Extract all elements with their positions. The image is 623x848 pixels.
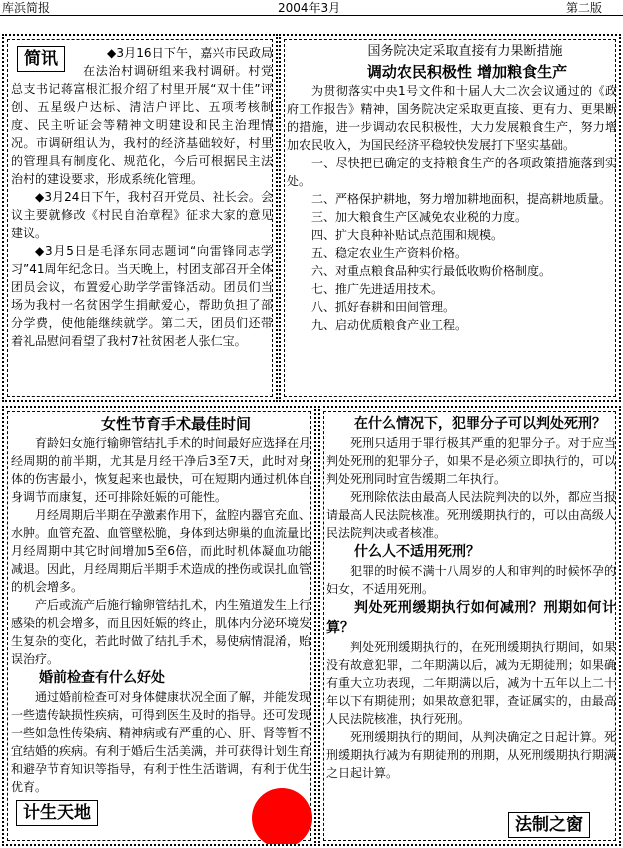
grain-measure: 一、尽快把已确定的支持粮食生产的各项政策措施落到实处。 [287,156,617,188]
header-page-number: 第二版 [566,1,603,15]
grain-policy-body [287,42,617,398]
brief-item-1: ◆3月16日下午，嘉兴市民政局在法治村调研组来我村调研。村党总支书记蒋富根汇报介绍了村里开展“双十佳”评创、五星级户达标、清洁户评比、五项考核制度、民主听证会等精神文明建设和民主治理情况。市调研组认为，我村的经济基础较好，村里的管理具有制度化、规范化，今后可根据民主法治村的建设要求，形成系统化管理。 [11,46,273,186]
grain-measure: 八、抓好春耕和田间管理。 [311,300,456,314]
family-headline-2: 婚前检查有什么好处 [39,670,165,686]
grain-measure: 七、推广先进适用技术。 [311,282,444,296]
red-circle-mark [252,788,312,846]
law-question-2: 什么人不适用死刑？ [354,544,480,560]
family-planning-body [11,414,311,842]
header-rule [0,15,623,16]
family-planning-box [2,406,316,846]
header-newsletter-name: 库浜简报 [2,1,51,15]
family-para: 育龄妇女施行输卵管结扎手术的时间最好应选择在月经周期的前半期，尤其是月经干净后3至7天，此时对身体的伤害最小，恢复起来也最快，可在短期内通过机体自身调节而康复，还可排除妊娠的可能性。 [11,436,311,504]
family-planning-tag: 计生天地 [16,800,98,826]
grain-intro: 为贯彻落实中央1号文件和十届人大二次会议通过的《政府工作报告》精神，国务院决定采取更直接、更有力、更果断的措施，进一步调动农民积极性，大力发展粮食生产，努力增加农民收入，为国民经济平稳较快发展打下坚实基础。 [287,84,617,152]
family-para: 产后或流产后施行输卵管结扎术，内生殖道发生上行感染的机会增多，而且因妊娠的终止，肌体内分泌环境发生复杂的变化，若此时做了结扎手术，易使病情混淆，贻误治疗。 [11,598,311,666]
family-headline: 女性节育手术最佳时间 [100,415,251,433]
law-answer-1: 死刑除依法由最高人民法院判决的以外，都应当报请最高人民法院核准。死刑缓期执行的，可以由高级人民法院判决或者核准。 [326,490,616,540]
grain-measure: 九、启动优质粮食产业工程。 [311,318,468,332]
brief-news-tag: 简讯 [17,46,65,72]
header-date: 2004年3月 [278,1,341,15]
grain-measure: 六、对重点粮食品种实行最低收购价格制度。 [311,264,552,278]
law-window-tag: 法制之窗 [508,812,590,838]
brief-item-2: ◆3月24日下午，我村召开党员、社长会。会议主要就修改《村民自治章程》征求大家的意见建议。 [11,190,273,240]
grain-measure: 二、严格保护耕地，努力增加耕地面积，提高耕地质量。 [311,192,612,206]
page-header [0,0,623,18]
tag-spacer [11,44,83,78]
brief-news-box [2,34,278,402]
family-para-2: 通过婚前检查可对身体健康状况全面了解，并能发现一些遗传缺损性疾病，可得到医生及时的指导。还可发现一些如急性传染病、精神病或有严重的心、肝、肾等暂不宜结婚的疾病。有利于婚后生活美满，并可获得计划生育和避孕节育知识等指导，有利于性生活谐调，有利于优生优育。 [11,690,311,794]
law-question-1: 在什么情况下，犯罪分子可以判处死刑？ [354,416,606,432]
law-answer-1: 死刑只适用于罪行极其严重的犯罪分子。对于应当判处死刑的犯罪分子，如果不是必须立即执行的，可以判处死刑同时宣告缓期二年执行。 [326,436,616,486]
law-window-body [326,414,616,842]
grain-measure: 五、稳定农业生产资料价格。 [311,246,468,260]
law-window-box [318,406,621,846]
grain-measure: 三、加大粮食生产区减免农业税的力度。 [311,210,528,224]
law-answer-3: 判处死刑缓期执行的，在死刑缓期执行期间，如果没有故意犯罪，二年期满以后，减为无期徒刑；如果确有重大立功表现，二年期满以后，减为十五年以上二十年以下有期徒刑；如果故意犯罪，查证属实的，由最高人民法院核准，执行死刑。 [326,640,616,726]
brief-news-body [11,44,273,398]
brief-item-3: ◆3月5日是毛泽东同志题词“向雷锋同志学习”41周年纪念日。当天晚上，村团支部召开全体团员会议，布置爱心助学学雷锋活动。团员们当场为我村一名贫困学生捐献爱心，帮助负担了部分学费，使他能继续就学。第二天，团员们还带着礼品慰问看望了我村7社贫困老人张仁宝。 [11,244,273,348]
family-para: 月经周期后半期在孕激素作用下，盆腔内器官充血、水肿。血管充盈、血管壁松脆，身体到达卵巢的血流量比月经周期中其它时间增加5至6倍，而此时机体凝血功能减退。因此，月经周期后半期手术造成的挫伤或误扎血管的机会增多。 [11,508,311,594]
grain-headline: 调动农民积极性 增加粮食生产 [366,63,568,81]
law-question-3: 判处死刑缓期执行如何减刑？刑期如何计算？ [326,600,616,636]
grain-policy-box [279,34,621,402]
grain-measure: 四、扩大良种补贴试点范围和规模。 [311,228,504,242]
law-answer-2: 犯罪的时候不满十八周岁的人和审判的时候怀孕的妇女，不适用死刑。 [326,564,616,596]
law-answer-3: 死刑缓期执行的期间，从判决确定之日起计算。死刑缓期执行减为有期徒刑的刑期，从死刑缓期执行期满之日起计算。 [326,730,616,780]
grain-kicker: 国务院决定采取直接有力果断措施 [367,44,563,59]
